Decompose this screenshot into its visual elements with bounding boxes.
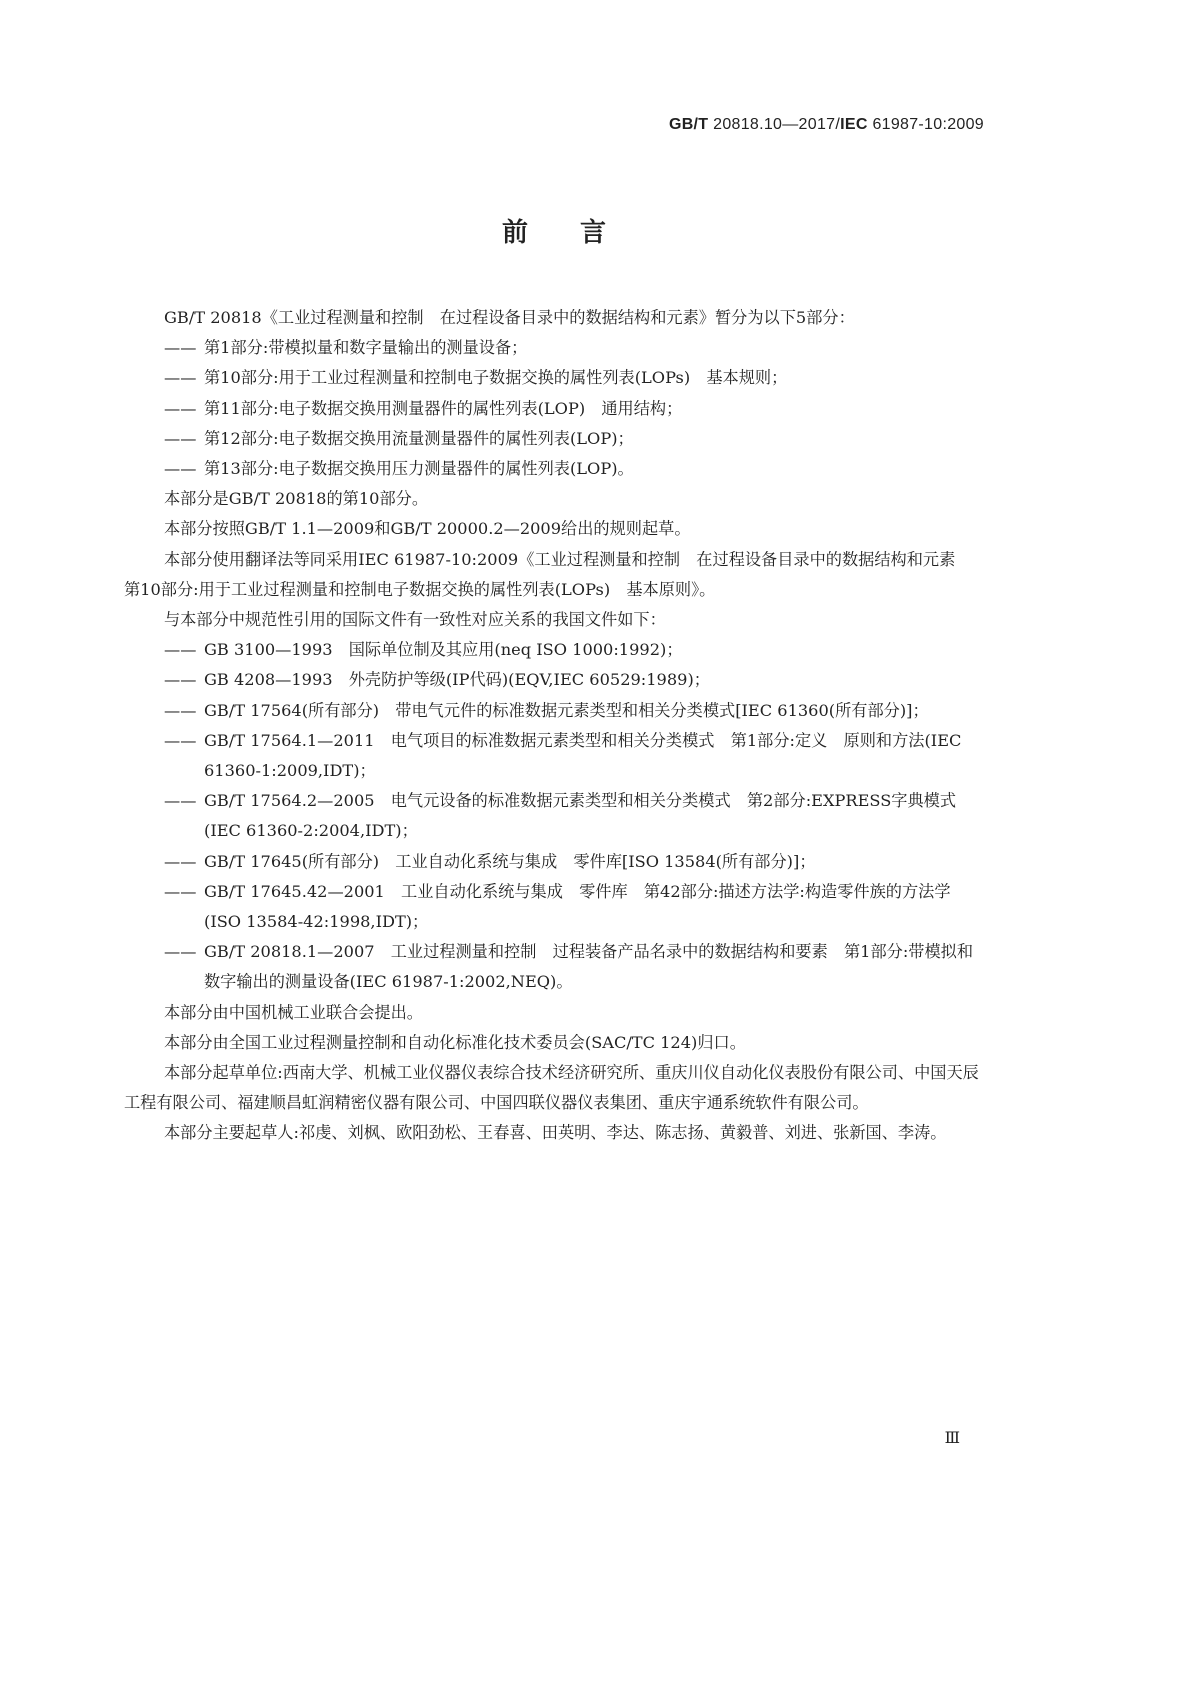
list-item-text: GB/T 17564.2—2005 电气元设备的标准数据元素类型和相关分类模式 第2部分:EXPRESS字典模式(IEC 61360-2:2004,IDT)； [204,791,957,841]
std-iec-number: 61987-10:2009 [872,116,984,133]
list-item-ref [124,635,984,665]
paragraph-proposer: 本部分由中国机械工业联合会提出。 [164,1002,423,1022]
list-item-part-13 [124,454,984,484]
list-item-ref [124,847,984,877]
page-number: Ⅲ [944,1428,960,1447]
page-title: 前言 [501,218,658,248]
std-iec: IEC [840,116,868,133]
paragraph-drafting-rules: 本部分按照GB/T 1.1—2009和GB/T 20000.2—2009给出的规则起草。 [164,519,691,539]
paragraph-part-statement: 本部分是GB/T 20818的第10部分。 [164,489,429,509]
list-item-part-12 [124,424,984,454]
list-item-ref [124,786,984,846]
list-item-ref [124,726,984,786]
dash-marker: —— [164,398,197,418]
std-number: 20818.10—2017/ [713,116,841,133]
dash-marker: —— [164,881,197,901]
dash-marker: —— [164,368,197,388]
list-item-text: GB/T 17564(所有部分) 带电气元件的标准数据元素类型和相关分类模式[IEC 61360(所有部分)]； [204,700,929,720]
list-item-text: GB/T 20818.1—2007 工业过程测量和控制 过程装备产品名录中的数据结构和要素 第1部分:带模拟和数字输出的测量设备(IEC 61987-1:2002,NEQ)。 [204,942,974,992]
list-item-text: GB 4208—1993 外壳防护等级(IP代码)(EQV,IEC 60529:1989)； [204,670,710,690]
list-item-text: GB/T 17564.1—2011 电气项目的标准数据元素类型和相关分类模式 第1部分:定义 原则和方法(IEC 61360-1:2009,IDT)； [204,730,962,781]
document-body [124,303,984,1149]
dash-marker: —— [164,670,197,690]
dash-marker: —— [164,791,197,811]
list-item-part-11 [124,394,984,424]
standard-code [669,116,984,134]
list-item-ref [124,696,984,726]
list-item-text: 第1部分:带模拟量和数字量输出的测量设备； [204,338,528,358]
paragraph-drafters: 本部分主要起草人:祁虔、刘枫、欧阳劲松、王春喜、田英明、李达、陈志扬、黄毅普、刘进、张新国、李涛。 [164,1123,947,1143]
dash-marker: —— [164,640,197,660]
std-prefix: GB/T [668,116,709,133]
paragraph-committee: 本部分由全国工业过程测量控制和自动化标准化技术委员会(SAC/TC 124)归口。 [164,1032,746,1052]
list-item-text: GB/T 17645.42—2001 工业自动化系统与集成 零件库 第42部分:描述方法学:构造零件族的方法学(ISO 13584-42:1998,IDT)； [204,881,951,932]
dash-marker: —— [164,700,197,720]
list-item-ref [124,877,984,937]
dash-marker: —— [164,851,197,871]
dash-marker: —— [164,942,197,962]
dash-marker: —— [164,730,197,750]
paragraph-translation-method: 本部分使用翻译法等同采用IEC 61987-10:2009《工业过程测量和控制 在过程设备目录中的数据结构和元素 第10部分:用于工业过程测量和控制电子数据交换的属性列表(LOPs) 基本原则》。 [124,549,972,599]
list-item-text: 第10部分:用于工业过程测量和控制电子数据交换的属性列表(LOPs) 基本规则； [204,368,788,388]
list-item-text: GB 3100—1993 国际单位制及其应用(neq ISO 1000:1992)； [204,640,683,660]
list-item-part-10 [124,363,984,393]
list-item-text: 第11部分:电子数据交换用测量器件的属性列表(LOP) 通用结构； [204,398,683,418]
list-item-text: GB/T 17645(所有部分) 工业自动化系统与集成 零件库[ISO 13584(所有部分)]； [204,851,816,871]
list-item-ref [124,937,984,997]
list-item-text: 第12部分:电子数据交换用流量测量器件的属性列表(LOP)； [204,428,634,448]
list-item-text: 第13部分:电子数据交换用压力测量器件的属性列表(LOP)。 [204,459,634,479]
paragraph-references-intro: 与本部分中规范性引用的国际文件有一致性对应关系的我国文件如下： [164,610,666,630]
intro-paragraph: GB/T 20818《工业过程测量和控制 在过程设备目录中的数据结构和元素》暂分为以下5部分： [164,308,855,327]
dash-marker: —— [164,338,197,358]
dash-marker: —— [164,428,197,448]
list-item-part-1 [124,333,984,363]
paragraph-drafting-units: 本部分起草单位:西南大学、机械工业仪器仪表综合技术经济研究所、重庆川仪自动化仪表股份有限公司、中国天辰工程有限公司、福建顺昌虹润精密仪器有限公司、中国四联仪器仪表集团、重庆宇通系统软件有限公司。 [124,1063,979,1113]
list-item-ref [124,665,984,695]
dash-marker: —— [164,459,197,479]
